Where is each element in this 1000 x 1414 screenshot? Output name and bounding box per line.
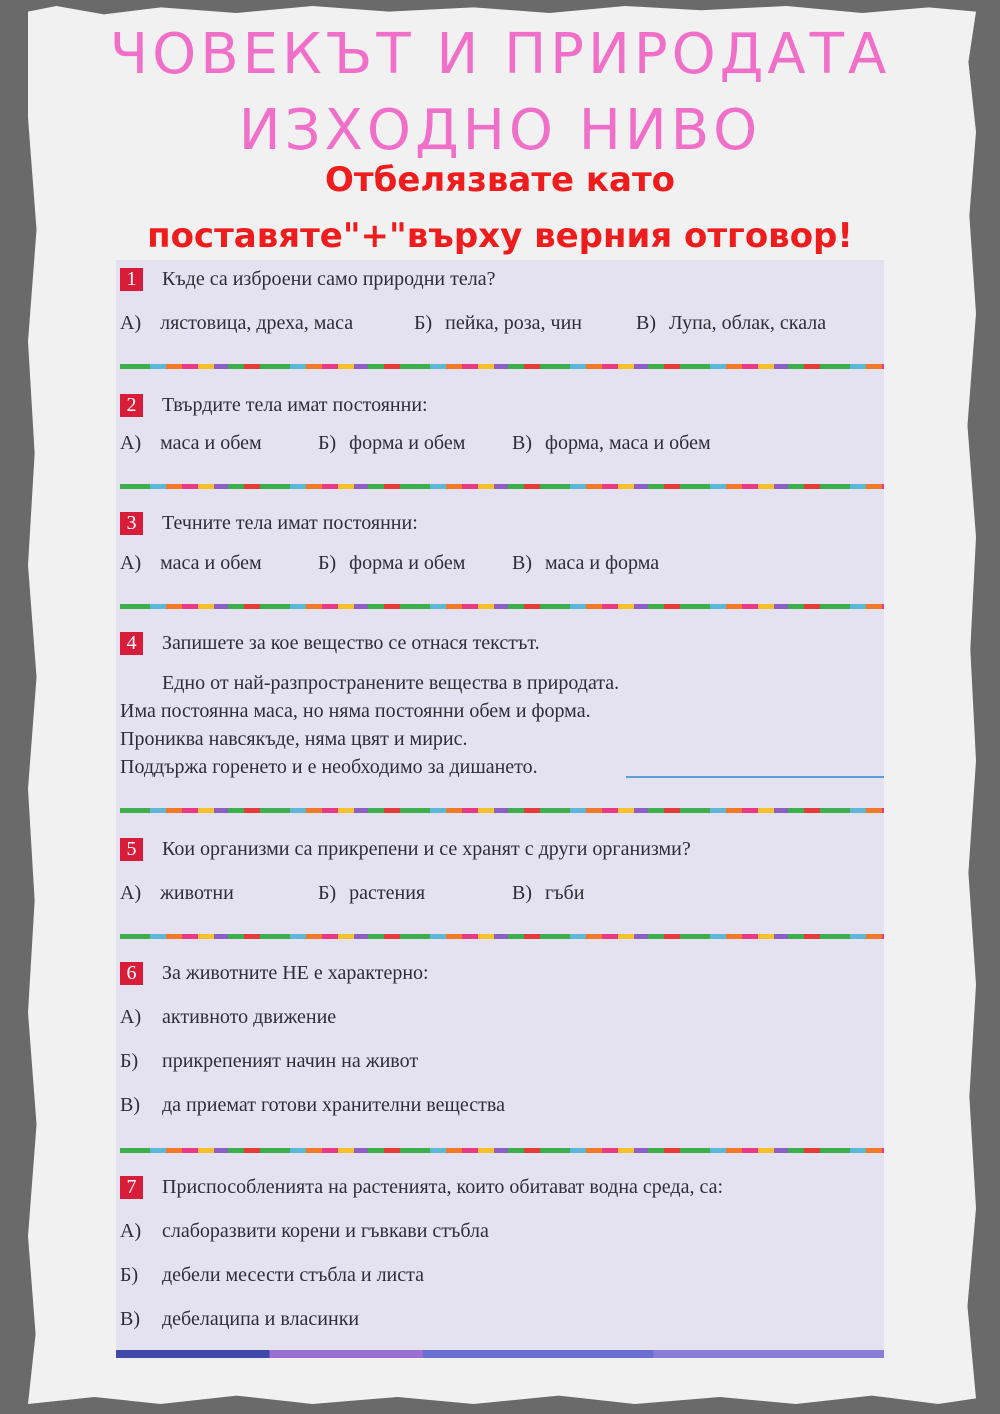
divider <box>120 484 884 489</box>
option-text: лястовица, дреха, маса <box>160 312 354 334</box>
paragraph-line: Едно от най-разпространените вещества в природата. <box>162 672 620 694</box>
option-c[interactable] <box>636 312 826 335</box>
paragraph-line: Има постоянна маса, но няма постоянни обем и форма. <box>120 700 591 722</box>
option-text: дебели месести стъбла и листа <box>162 1264 424 1286</box>
question-number: 3 <box>120 512 143 535</box>
option-label: А) <box>120 432 142 454</box>
question-text: Течните тела имат постоянни: <box>162 512 418 534</box>
option-label: В) <box>120 1094 140 1116</box>
option-c[interactable] <box>512 552 659 575</box>
option-label: А) <box>120 1220 142 1242</box>
option-b[interactable] <box>318 432 465 455</box>
option-text: слаборазвити корени и гъвкави стъбла <box>162 1220 489 1242</box>
option-label: А) <box>120 312 142 334</box>
question-number: 6 <box>120 962 143 985</box>
option-text: форма, маса и обем <box>545 432 711 454</box>
question-text: Къде са изброени само природни тела? <box>162 268 496 290</box>
option-text: форма и обем <box>349 552 466 574</box>
option-c[interactable] <box>512 882 584 905</box>
option-label: А) <box>120 552 142 574</box>
option-label: В) <box>120 1308 140 1330</box>
option-text: да приемат готови хранителни вещества <box>162 1094 505 1116</box>
option-a[interactable] <box>120 882 234 905</box>
option-b[interactable] <box>414 312 582 335</box>
option-text: активното движение <box>162 1006 337 1028</box>
option-label: В) <box>512 432 532 454</box>
option-text: пейка, роза, чин <box>445 312 582 334</box>
option-b[interactable] <box>120 1264 424 1287</box>
question-number: 7 <box>120 1176 143 1199</box>
divider <box>120 364 884 369</box>
option-b[interactable] <box>318 552 465 575</box>
question-number: 1 <box>120 268 143 291</box>
question-text: Запишете за кое вещество се отнася текстът. <box>162 632 540 654</box>
divider <box>120 808 884 813</box>
question-text: За животните НЕ е характерно: <box>162 962 429 984</box>
option-label: В) <box>512 882 532 904</box>
paragraph-line: Поддържа горенето и е необходимо за дишането. <box>120 756 538 778</box>
divider <box>120 1148 884 1153</box>
option-c[interactable] <box>120 1308 359 1331</box>
option-text: дебелаципа и власинки <box>162 1308 360 1330</box>
option-text: маса и обем <box>160 552 262 574</box>
option-text: Лупа, облак, скала <box>669 312 827 334</box>
option-text: форма и обем <box>349 432 466 454</box>
option-b[interactable] <box>120 1050 418 1073</box>
option-label: А) <box>120 882 142 904</box>
option-c[interactable] <box>512 432 711 455</box>
divider <box>120 934 884 939</box>
option-text: прикрепеният начин на живот <box>162 1050 419 1072</box>
answer-input-line[interactable] <box>626 776 884 778</box>
option-label: Б) <box>120 1264 139 1286</box>
option-label: Б) <box>120 1050 139 1072</box>
divider <box>120 604 884 609</box>
option-text: маса и форма <box>545 552 660 574</box>
option-a[interactable] <box>120 552 262 575</box>
question-number: 2 <box>120 394 143 417</box>
option-label: А) <box>120 1006 142 1028</box>
instruction-line-1: Отбелязвате като <box>324 160 676 200</box>
bottom-decorative-strip <box>116 1350 884 1358</box>
option-label: В) <box>512 552 532 574</box>
question-text: Твърдите тела имат постоянни: <box>162 394 428 416</box>
option-label: Б) <box>318 432 337 454</box>
option-label: Б) <box>414 312 433 334</box>
page-subtitle: ИЗХОДНО НИВО <box>238 98 762 163</box>
option-c[interactable] <box>120 1094 505 1117</box>
question-number: 4 <box>120 632 143 655</box>
option-label: Б) <box>318 882 337 904</box>
option-label: Б) <box>318 552 337 574</box>
instruction-line-2: поставяте"+"върху верния отговор! <box>147 216 853 256</box>
option-a[interactable] <box>120 312 353 335</box>
paragraph-line: Прониква навсякъде, няма цвят и мирис. <box>120 728 468 750</box>
question-sheet <box>116 260 884 1358</box>
option-a[interactable] <box>120 1220 489 1243</box>
question-number: 5 <box>120 838 143 861</box>
option-text: маса и обем <box>160 432 262 454</box>
page-title: ЧОВЕКЪТ И ПРИРОДАТА <box>109 22 891 87</box>
option-a[interactable] <box>120 1006 336 1029</box>
question-text: Приспособленията на растенията, които обитават водна среда, са: <box>162 1176 724 1198</box>
option-text: растения <box>349 882 426 904</box>
option-a[interactable] <box>120 432 262 455</box>
question-text: Кои организми са прикрепени и се хранят с други организми? <box>162 838 691 860</box>
option-text: животни <box>160 882 234 904</box>
option-b[interactable] <box>318 882 425 905</box>
option-text: гъби <box>545 882 585 904</box>
option-label: В) <box>636 312 656 334</box>
